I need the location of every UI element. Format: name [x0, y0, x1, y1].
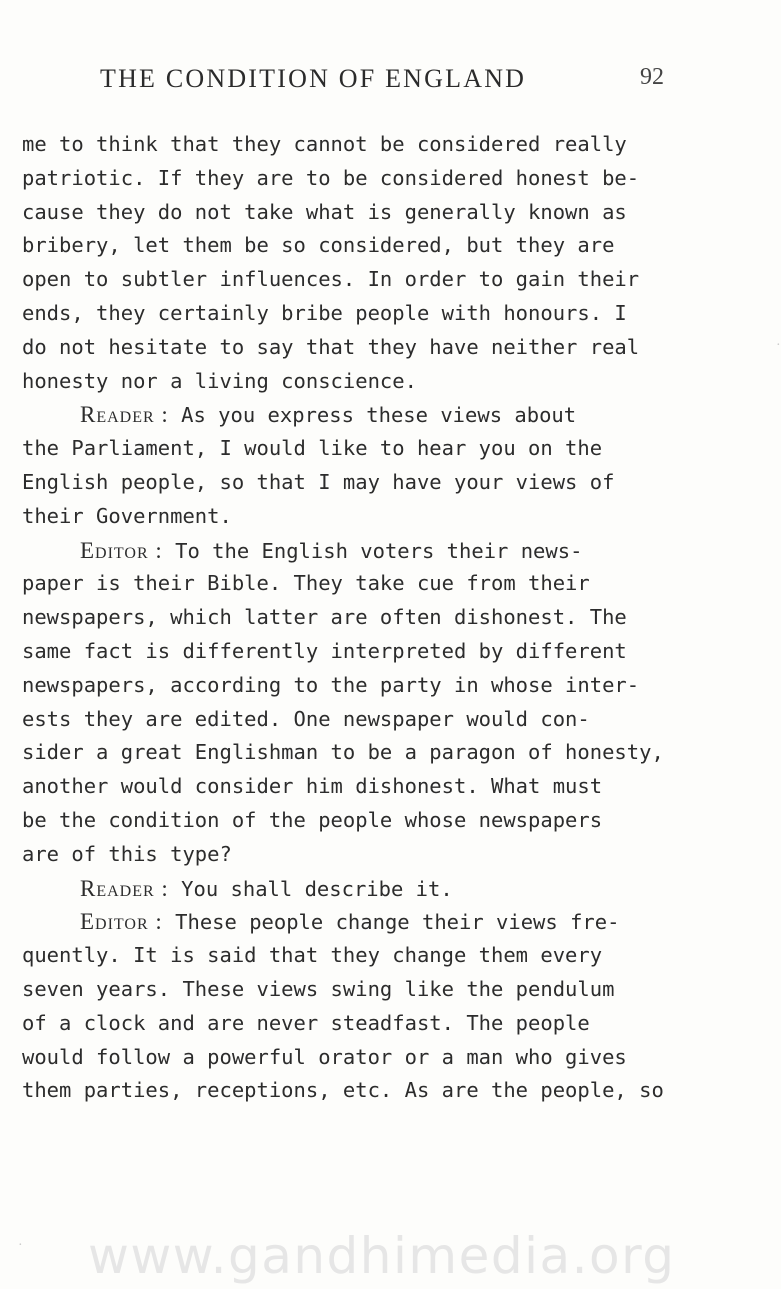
line-text: me to think that they cannot be considered really: [22, 132, 627, 156]
text-line: [22, 635, 692, 669]
line-text: same fact is differently interpreted by different: [22, 638, 627, 663]
line-text: sider a great Englishman to be a paragon of honesty,: [22, 740, 664, 765]
text-line: [22, 770, 692, 804]
dialogue-line: [22, 534, 692, 568]
text-line: [22, 162, 692, 196]
text-line: [22, 331, 692, 365]
line-text: To the English voters their news-: [162, 538, 583, 563]
line-text: quently. It is said that they change them every: [22, 943, 603, 968]
speaker-label: Reader :: [80, 402, 169, 428]
line-text: would follow a powerful orator or a man who gives: [22, 1044, 627, 1069]
text-line: [22, 466, 692, 500]
line-text: paper is their Bible. They take cue from their: [22, 571, 590, 596]
line-text: of a clock and are never steadfast. The people: [22, 1010, 590, 1035]
line-text: honesty nor a living conscience.: [22, 368, 417, 393]
line-text: bribery, let them be so considered, but they are: [22, 233, 615, 258]
line-text: do not hesitate to say that they have neither real: [22, 334, 640, 359]
line-text: be the condition of the people whose newspapers: [22, 807, 603, 832]
page-number: 92: [640, 64, 664, 90]
line-text: These people change their views fre-: [162, 910, 620, 935]
line-text: As you express these views about: [168, 403, 577, 428]
scan-speck: ·: [776, 338, 781, 353]
dialogue-line: [22, 905, 692, 939]
text-line: [22, 365, 692, 399]
dialogue-line: [22, 398, 692, 432]
text-line: [22, 736, 692, 770]
text-line: [22, 297, 692, 331]
speaker-label: Editor :: [80, 537, 163, 563]
text-line: [22, 500, 692, 534]
line-text: the Parliament, I would like to hear you on the: [22, 436, 603, 461]
scan-speck: ·: [18, 1238, 23, 1253]
text-line: [22, 263, 692, 297]
text-line: [22, 601, 692, 635]
text-line: [22, 804, 692, 838]
text-line: [22, 703, 692, 737]
text-line: [22, 1041, 692, 1075]
text-line: [22, 838, 692, 872]
line-text: their Government.: [22, 503, 232, 528]
line-text: open to subtler influences. In order to gain their: [22, 267, 640, 292]
line-text: another would consider him dishonest. What must: [22, 774, 603, 799]
speaker-label: Reader :: [80, 875, 169, 901]
line-text: are of this type?: [22, 841, 232, 866]
text-line: [22, 128, 692, 162]
page-header: [0, 62, 781, 102]
line-text: newspapers, which latter are often dishonest. The: [22, 605, 627, 630]
text-line: [22, 1007, 692, 1041]
line-text: seven years. These views swing like the pendulum: [22, 976, 615, 1001]
line-text: You shall describe it.: [168, 876, 453, 901]
text-line: [22, 196, 692, 230]
line-text: them parties, receptions, etc. As are the people, so: [22, 1078, 664, 1103]
text-line: [22, 973, 692, 1007]
text-line: [22, 229, 692, 263]
line-text: ests they are edited. One newspaper would con-: [22, 706, 590, 731]
line-text: newspapers, according to the party in whose inter-: [22, 672, 640, 697]
line-text: English people, so that I may have your views of: [22, 469, 615, 494]
speaker-label: Editor :: [80, 909, 163, 935]
line-text: cause they do not take what is generally known as: [22, 199, 627, 224]
text-line: [22, 1074, 692, 1108]
text-line: [22, 567, 692, 601]
text-line: [22, 669, 692, 703]
line-text: patriotic. If they are to be considered honest be-: [22, 165, 640, 190]
dialogue-line: [22, 872, 692, 906]
text-line: [22, 939, 692, 973]
text-line: [22, 432, 692, 466]
line-text: ends, they certainly bribe people with honours. I: [22, 300, 627, 325]
watermark: www.gandhimedia.org: [88, 1227, 676, 1285]
running-title: THE CONDITION OF ENGLAND: [100, 64, 527, 93]
body-text: [22, 128, 692, 1108]
